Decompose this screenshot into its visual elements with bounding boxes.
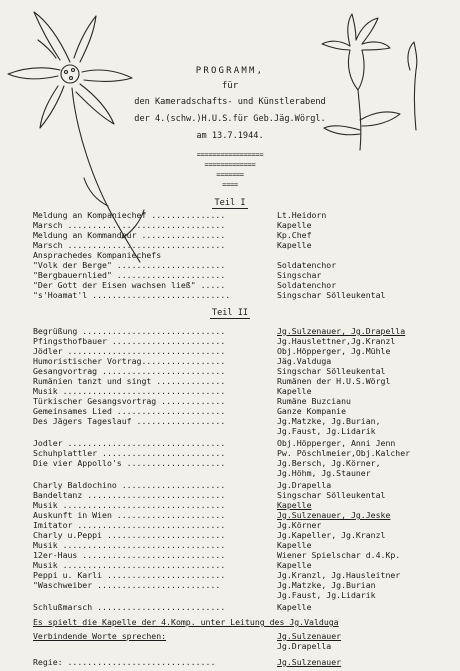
program-performer: Kapelle <box>277 540 312 550</box>
program-performer: Jg.Kranzl, Jg.Hausleitner <box>277 570 401 580</box>
program-performer: Jg.Hauslettner,Jg.Kranzl <box>277 336 396 346</box>
program-item: "s'Hoamat'l ............................ <box>33 290 231 300</box>
program-item: Meldung an Kompaniechef ............... <box>33 210 226 220</box>
section-heading-teil-2: Teil II <box>211 308 249 318</box>
program-item: Musik ................................. <box>33 386 226 396</box>
program-performer: Singschar Sölleukental <box>277 490 386 500</box>
program-row <box>0 570 460 580</box>
program-performer: Jg.Kapeller, Jg.Kranzl <box>277 530 386 540</box>
program-item: Ansprachedes Kompaniechefs <box>33 250 162 260</box>
program-row <box>0 540 460 550</box>
program-row <box>0 290 460 300</box>
program-performer: Kapelle <box>277 386 312 396</box>
program-row <box>0 366 460 376</box>
program-performer: Jg.Bersch, Jg.Körner, <box>277 458 381 468</box>
direction-label: Regie: .............................. <box>33 657 216 667</box>
program-row <box>0 220 460 230</box>
speaker-name: Jg.Drapella <box>277 641 332 651</box>
program-subtitle-fuer: für <box>221 81 239 91</box>
program-row <box>0 416 460 426</box>
program-performer: Jg.Matzke, Jg.Burian, <box>277 416 381 426</box>
program-row <box>0 458 460 468</box>
program-performer: Jg.Faust, Jg.Lidarik <box>277 426 376 436</box>
program-performer: Obj.Höpperger, Jg.Mühle <box>277 346 391 356</box>
band-note: Es spielt die Kapelle der 4.Komp. unter Leitung des Jg.Valduga <box>33 617 339 627</box>
program-item: "Volk der Berge" ...................... <box>33 260 226 270</box>
program-row <box>0 406 460 416</box>
program-performer: Wiener Spielschar d.4.Kp. <box>277 550 401 560</box>
program-row <box>0 530 460 540</box>
program-performer: Singschar Sölleukental <box>277 366 386 376</box>
program-row <box>0 468 460 478</box>
program-item: "Bergbauernlied" ...................... <box>33 270 226 280</box>
program-item: Schlußmarsch .......................... <box>33 602 226 612</box>
program-item: Pfingsthofbauer ....................... <box>33 336 226 346</box>
program-row <box>0 550 460 560</box>
program-performer: Singschar Sölleukental <box>277 290 386 300</box>
program-row <box>0 510 460 520</box>
event-unit: der 4.(schw.)H.U.S.für Geb.Jäg.Wörgl. <box>134 114 326 124</box>
program-item: Musik ................................. <box>33 540 226 550</box>
program-row <box>0 396 460 406</box>
decorative-rule: ==== <box>222 181 238 189</box>
director-name: Jg.Sulzenauer <box>277 657 342 667</box>
program-performer: Singschar <box>277 270 322 280</box>
program-performer: Pw. Pöschlmeier,Obj.Kalcher <box>277 448 411 458</box>
program-performer: Jg.Faust, Jg.Lidarik <box>277 590 376 600</box>
program-row <box>0 490 460 500</box>
section-heading-teil-1: Teil I <box>214 198 246 208</box>
program-item: Musik ................................. <box>33 500 226 510</box>
program-performer: Jg.Sulzenauer, Jg.Drapella <box>277 326 406 336</box>
program-row <box>0 346 460 356</box>
program-performer: Rumänen der H.U.S.Wörgl <box>277 376 391 386</box>
program-item: Meldung an Kommandeur ................. <box>33 230 226 240</box>
program-row <box>0 326 460 336</box>
program-performer: Jg.Höhm, Jg.Stauner <box>277 468 371 478</box>
program-item: 12er-Haus ............................. <box>33 550 226 560</box>
program-performer: Soldatenchor <box>277 260 337 270</box>
program-row <box>0 386 460 396</box>
program-performer: Jg.Matzke, Jg.Burian <box>277 580 376 590</box>
direction-row <box>0 657 460 667</box>
program-item: "Waschweiber ......................... <box>33 580 221 590</box>
program-performer: Kapelle <box>277 500 312 510</box>
program-item: Imitator .............................. <box>33 520 226 530</box>
program-row <box>0 560 460 570</box>
program-performer: Rumäne Buzcianu <box>277 396 351 406</box>
program-performer: Kp.Chef <box>277 230 312 240</box>
program-item: Humoristischer Vortrag................. <box>33 356 226 366</box>
program-item: Musik ................................. <box>33 560 226 570</box>
program-item: Die vier Appollo's .................... <box>33 458 226 468</box>
program-performer: Kapelle <box>277 240 312 250</box>
decorative-rule: ================= <box>196 151 264 159</box>
program-row <box>0 448 460 458</box>
program-performer: Soldatenchor <box>277 280 337 290</box>
program-row <box>0 240 460 250</box>
program-performer: Ganze Kompanie <box>277 406 347 416</box>
program-item: Peppi u. Karli ........................ <box>33 570 226 580</box>
program-item: Charly Baldochino ..................... <box>33 480 226 490</box>
program-performer: Jg.Sulzenauer, Jg.Jeske <box>277 510 391 520</box>
program-item: Jödler ................................ <box>33 346 226 356</box>
program-row <box>0 250 460 260</box>
program-item: Türkischer Gesangsvortrag ............. <box>33 396 226 406</box>
program-item: Des Jägers Tageslauf .................. <box>33 416 226 426</box>
program-row <box>0 480 460 490</box>
program-item: Jodler ................................ <box>33 438 226 448</box>
program-performer: Jäg.Valduga <box>277 356 332 366</box>
program-row <box>0 602 460 612</box>
program-row <box>0 356 460 366</box>
program-row <box>0 500 460 510</box>
program-row <box>0 376 460 386</box>
program-item: "Der Gott der Eisen wachsen ließ" ..... <box>33 280 226 290</box>
program-performer: Lt.Heidorn <box>277 210 327 220</box>
program-title: PROGRAMM, <box>195 66 265 76</box>
program-item: Auskunft in Wien ...................... <box>33 510 226 520</box>
program-row <box>0 210 460 220</box>
program-item: Gesangvortrag ......................... <box>33 366 226 376</box>
program-item: Schuhplattler ......................... <box>33 448 226 458</box>
program-performer: Kapelle <box>277 560 312 570</box>
program-row <box>0 438 460 448</box>
speaker-name: Jg.Sulzenauer <box>277 631 342 641</box>
decorative-rule: ======= <box>216 171 244 179</box>
program-row <box>0 426 460 436</box>
program-performer: Kapelle <box>277 602 312 612</box>
program-item: Marsch ................................ <box>33 240 226 250</box>
program-item: Rumänien tanzt und singt .............. <box>33 376 226 386</box>
event-description: den Kameradschafts- und Künstlerabend <box>134 97 326 107</box>
program-item: Begrüßung ............................. <box>33 326 226 336</box>
program-row <box>0 280 460 290</box>
program-performer: Jg.Körner <box>277 520 322 530</box>
program-row <box>0 580 460 590</box>
program-row <box>0 590 460 600</box>
program-item: Gemeinsames Lied ...................... <box>33 406 226 416</box>
program-item: Marsch ................................ <box>33 220 226 230</box>
event-date: am 13.7.1944. <box>196 131 264 141</box>
program-row <box>0 230 460 240</box>
program-row <box>0 336 460 346</box>
program-item: Bandeltanz ............................ <box>33 490 226 500</box>
program-item: Charly u.Peppi ........................ <box>33 530 226 540</box>
program-row <box>0 260 460 270</box>
program-performer: Kapelle <box>277 220 312 230</box>
program-row <box>0 520 460 530</box>
speakers-row <box>0 641 460 651</box>
program-performer: Jg.Drapella <box>277 480 332 490</box>
speakers-label: Verbindende Worte sprechen: <box>33 631 167 641</box>
program-performer: Obj.Höpperger, Anni Jenn <box>277 438 396 448</box>
speakers-row <box>0 631 460 641</box>
decorative-rule: ============= <box>204 161 256 169</box>
program-row <box>0 270 460 280</box>
